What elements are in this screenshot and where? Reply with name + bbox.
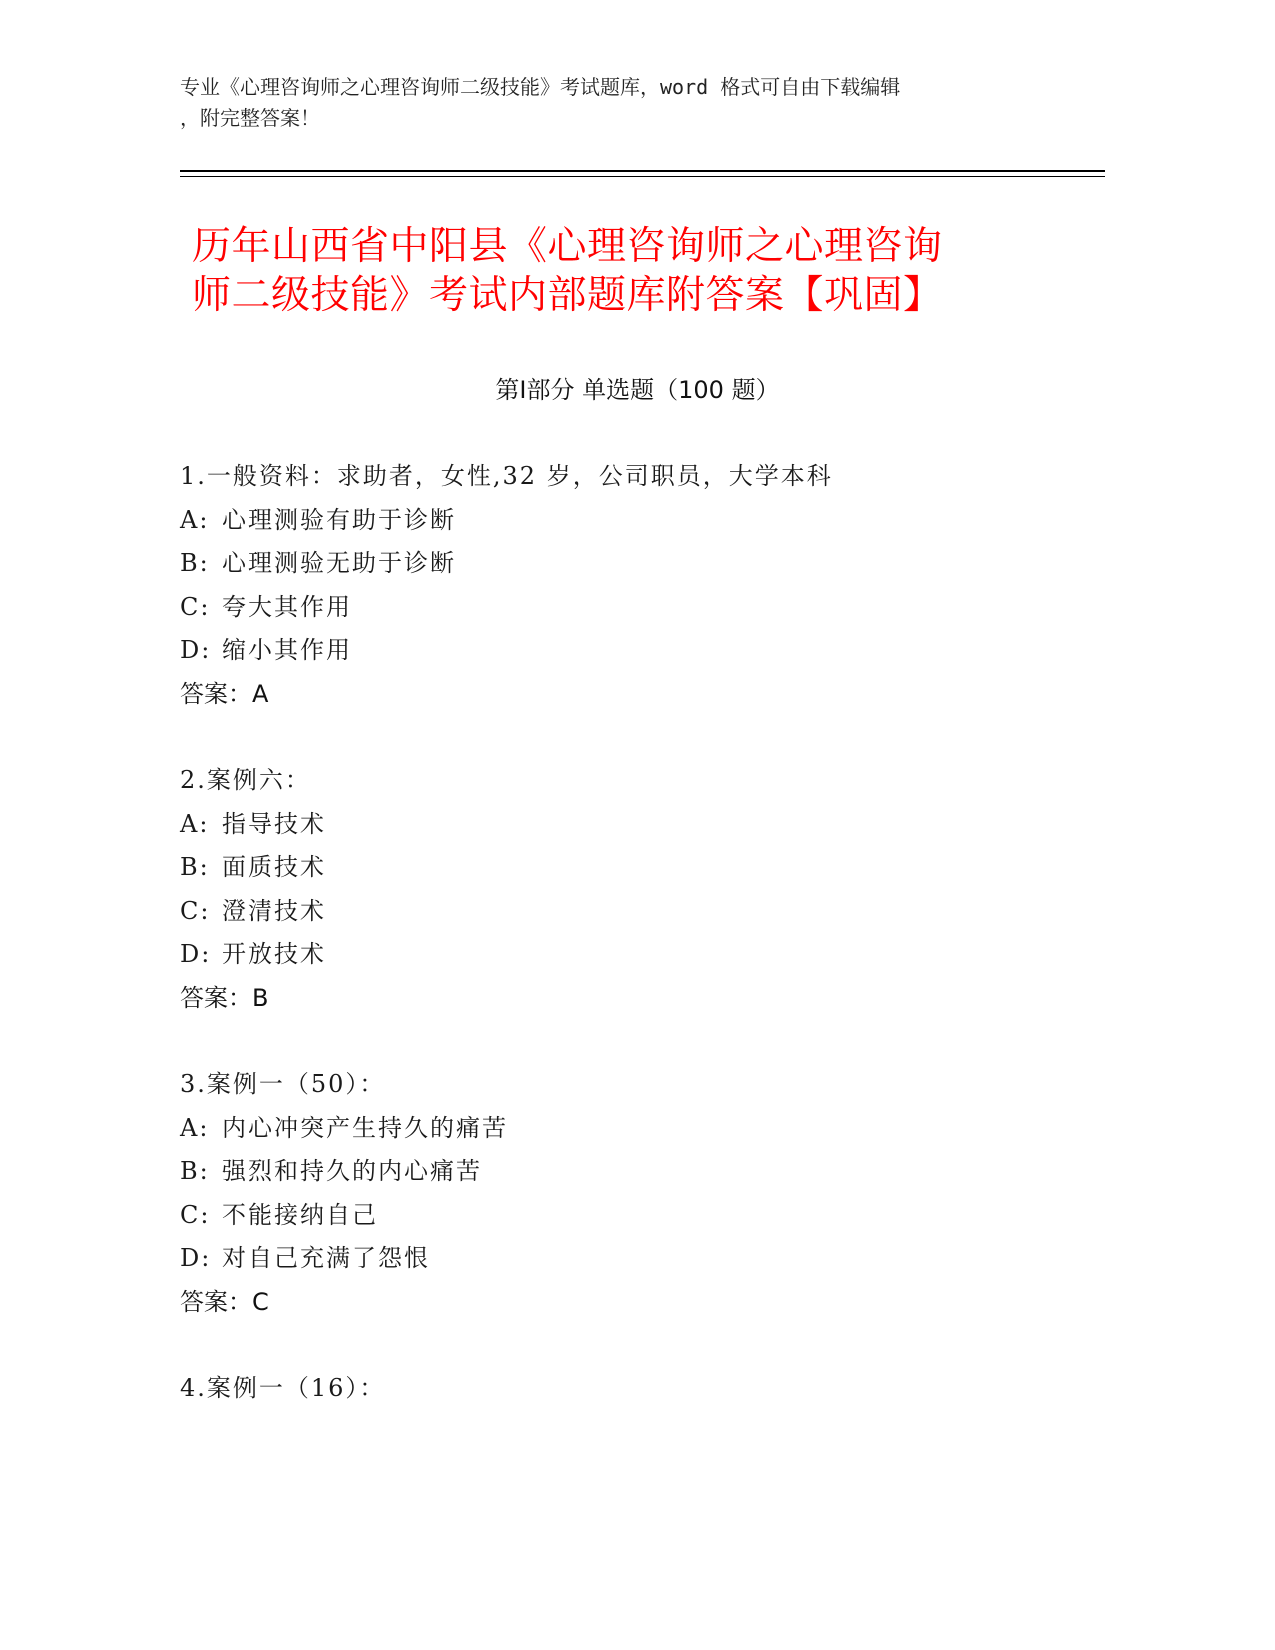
question-stem: 2.案例六： <box>180 766 311 794</box>
option-label: D: <box>180 1244 212 1272</box>
option-c <box>180 1194 1080 1238</box>
option-d <box>180 629 1080 673</box>
answer-line: 答案：A <box>180 679 269 708</box>
option-d <box>180 933 1080 977</box>
option-label: B: <box>180 549 210 577</box>
section-heading: 第Ⅰ部分 单选题（100 题） <box>495 376 780 404</box>
header-note-line-1: 专业《心理咨询师之心理咨询师二级技能》考试题库，word 格式可自由下载编辑 <box>180 75 901 99</box>
option-text: 缩小其作用 <box>222 636 352 664</box>
header-divider-thin <box>180 176 1105 177</box>
option-text: 开放技术 <box>222 940 326 968</box>
option-label: D: <box>180 940 212 968</box>
answer-line: 答案：B <box>180 983 269 1012</box>
question-1 <box>180 455 1080 716</box>
question-stem: 4.案例一（16）： <box>180 1374 386 1402</box>
option-d <box>180 1237 1080 1281</box>
option-c <box>180 586 1080 630</box>
option-text: 对自己充满了怨恨 <box>222 1244 430 1272</box>
question-2 <box>180 759 1080 1020</box>
option-text: 夸大其作用 <box>222 592 352 621</box>
header-divider-thick <box>180 170 1105 172</box>
header-note-line-2: ，附完整答案！ <box>180 106 320 130</box>
option-label: C: <box>180 592 211 621</box>
option-text: 澄清技术 <box>222 896 326 925</box>
option-b <box>180 1150 1080 1194</box>
option-text: 不能接纳自己 <box>222 1200 378 1229</box>
option-a <box>180 499 1080 543</box>
option-label: B: <box>180 853 210 881</box>
question-stem: 3.案例一（50）： <box>180 1070 386 1098</box>
option-text: 心理测验有助于诊断 <box>222 505 456 534</box>
option-b <box>180 846 1080 890</box>
option-c <box>180 890 1080 934</box>
option-b <box>180 542 1080 586</box>
document-header-note <box>180 72 1040 134</box>
option-text: 指导技术 <box>222 809 326 838</box>
option-label: C: <box>180 1200 211 1229</box>
title-line-2: 师二级技能》考试内部题库附答案【巩固】 <box>192 273 943 318</box>
option-text: 面质技术 <box>222 853 326 881</box>
option-label: B: <box>180 1157 210 1185</box>
option-label: A: <box>180 809 210 838</box>
question-list <box>180 455 1080 1454</box>
option-a <box>180 803 1080 847</box>
document-title <box>192 222 1072 320</box>
question-stem: 1.一般资料：求助者，女性,32 岁，公司职员，大学本科 <box>180 462 833 490</box>
option-label: A: <box>180 1113 210 1142</box>
title-line-1: 历年山西省中阳县《心理咨询师之心理咨询 <box>192 224 943 269</box>
option-text: 内心冲突产生持久的痛苦 <box>222 1113 508 1142</box>
question-3 <box>180 1063 1080 1324</box>
option-text: 强烈和持久的内心痛苦 <box>222 1157 482 1185</box>
answer-line: 答案：C <box>180 1287 269 1316</box>
question-4 <box>180 1367 1080 1411</box>
option-text: 心理测验无助于诊断 <box>222 549 456 577</box>
option-label: D: <box>180 636 212 664</box>
option-label: A: <box>180 505 210 534</box>
option-label: C: <box>180 896 211 925</box>
option-a <box>180 1107 1080 1151</box>
